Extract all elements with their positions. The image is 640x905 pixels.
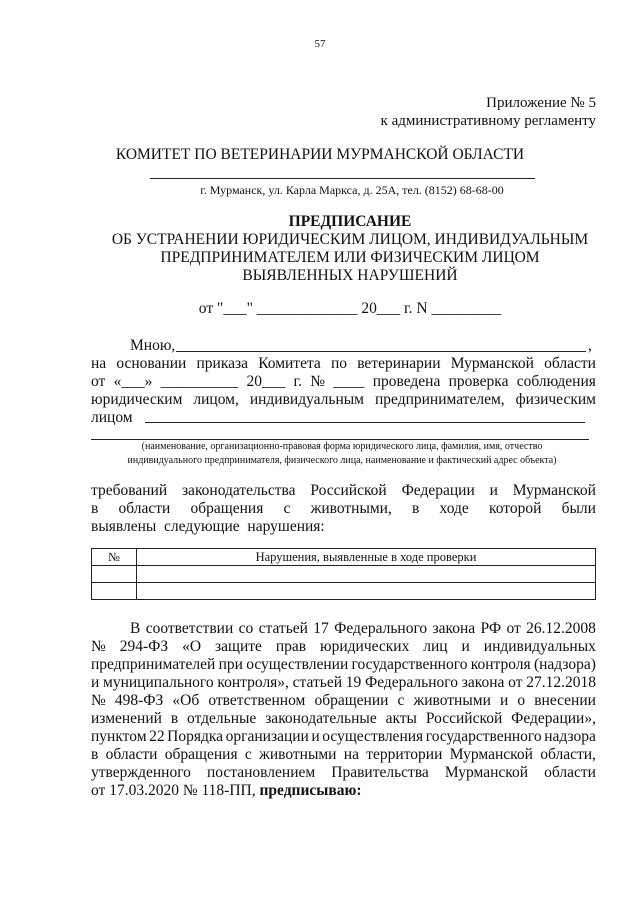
word: законодательные <box>265 710 377 727</box>
word: были <box>561 500 596 517</box>
violations-table <box>91 548 596 600</box>
date-number-line: от "___" _____________ 20___ г. N _________ <box>198 300 502 317</box>
by-me-label: Мною, <box>130 337 176 354</box>
body-line-4 <box>91 674 596 692</box>
word: индивидуальных <box>483 638 596 655</box>
body-line-5 <box>91 692 596 710</box>
word: Российской <box>310 482 387 499</box>
word: основании <box>116 355 187 372</box>
requirements-line-3: выявлены следующие нарушения: <box>91 518 325 535</box>
word: в <box>170 710 179 727</box>
word: государственного <box>351 656 468 673</box>
word: Российской <box>425 710 503 727</box>
word: юридическим <box>91 391 183 408</box>
header-violations: Нарушения, выявленные в ходе проверки <box>137 549 596 566</box>
word: осуществления <box>322 728 424 745</box>
table-row <box>92 566 596 583</box>
word: территории <box>366 746 443 763</box>
word: Федерации <box>401 482 475 499</box>
body-line-10 <box>91 782 362 800</box>
entity-line <box>91 391 596 409</box>
word: Правительства <box>331 764 429 781</box>
word: с <box>283 500 291 517</box>
word: проведена <box>372 373 441 390</box>
word: области <box>544 355 596 372</box>
word: изменений <box>91 710 162 727</box>
body-line-3 <box>91 656 596 674</box>
word: Комитета <box>258 355 321 372</box>
word: Порядка <box>167 728 224 745</box>
word: Мурманской <box>450 355 534 372</box>
word: (надзора) <box>533 656 596 673</box>
word: со <box>238 620 254 637</box>
word: в <box>91 500 99 517</box>
table-row <box>92 583 596 600</box>
word: 19 <box>345 674 362 691</box>
word: животными <box>259 746 337 763</box>
word: проверка <box>448 373 509 390</box>
word: ходе <box>439 500 469 517</box>
word: лиц <box>423 638 448 655</box>
word: 27.12.2018 <box>526 674 596 691</box>
word: «О <box>182 638 202 655</box>
word: внесении <box>534 692 596 709</box>
word: области <box>544 764 596 781</box>
word: защите <box>215 638 262 655</box>
document-title <box>60 213 640 285</box>
word: области <box>118 500 171 517</box>
word: В <box>130 620 141 637</box>
word: 498-ФЗ <box>114 692 164 709</box>
word: акты <box>385 710 417 727</box>
body-line-9 <box>91 764 596 782</box>
word: по <box>330 355 348 372</box>
word: и <box>91 674 100 691</box>
word: контроля <box>470 656 531 673</box>
body-line-2 <box>91 638 596 656</box>
word: __________ <box>160 373 239 390</box>
word: соблюдения <box>516 373 596 390</box>
committee-address: г. Мурманск, ул. Карла Маркса, д. 25А, тел. (8152) 68-68-00 <box>200 183 504 197</box>
word: обращения <box>190 500 264 517</box>
word: ____ <box>333 373 365 390</box>
title-line-3: ПРЕДПРИНИМАТЕЛЕМ ИЛИ ФИЗИЧЕСКИМ ЛИЦОМ <box>160 249 540 266</box>
word: от <box>506 620 521 637</box>
title-line-1: ПРЕДПИСАНИЕ <box>288 213 412 230</box>
inspector-name-field <box>176 351 586 352</box>
word: животными, <box>310 500 392 517</box>
word: Федерального <box>364 674 459 691</box>
word: при <box>218 656 243 673</box>
resolution-verb: предписываю: <box>259 782 362 799</box>
word: обращении <box>314 692 389 709</box>
word: в <box>412 500 420 517</box>
word: Федерации», <box>511 710 596 727</box>
word: муниципального <box>103 674 214 691</box>
word: на <box>343 746 359 763</box>
word: утвержденного <box>91 764 191 781</box>
word: и <box>489 482 498 499</box>
word: и <box>499 692 509 709</box>
entity-name-field <box>145 422 585 423</box>
title-line-4: ВЫЯВЛЕННЫХ НАРУШЕНИЙ <box>242 267 458 284</box>
committee-name: КОМИТЕТ ПО ВЕТЕРИНАРИИ МУРМАНСКОЙ ОБЛАСТИ <box>115 146 525 163</box>
word: 17 <box>313 620 329 637</box>
word: Федерального <box>334 620 428 637</box>
word: обращения <box>164 746 238 763</box>
word: 22 <box>149 728 165 745</box>
word: 26.12.2008 <box>526 620 596 637</box>
basis-line <box>91 355 596 373</box>
word: предпринимателей <box>91 656 216 673</box>
appendix-number: Приложение № 5 <box>486 95 596 111</box>
word: лицом, <box>193 391 239 408</box>
word: закона <box>461 674 505 691</box>
word: с <box>244 746 252 763</box>
word: которой <box>488 500 542 517</box>
body-line-8 <box>91 746 596 764</box>
word: требований <box>91 482 168 499</box>
resolution-reference: от 17.03.2020 № 118-ПП, <box>91 782 256 799</box>
word: и <box>461 638 470 655</box>
order-line <box>91 373 596 391</box>
word: в <box>91 746 99 763</box>
word: юридических <box>320 638 410 655</box>
word: «Об <box>172 692 200 709</box>
word: прав <box>275 638 307 655</box>
word: Мурманской <box>449 746 533 763</box>
word: 20___ <box>246 373 286 390</box>
word: приказа <box>196 355 249 372</box>
word: на <box>91 355 107 372</box>
word: статьей <box>258 620 308 637</box>
caption-line-2: индивидуального предпринимателя, физического лица, наименование и фактический адрес объекта) <box>127 455 557 466</box>
by-me-comma: , <box>588 337 592 354</box>
word: № <box>91 692 106 709</box>
word: № <box>310 373 326 390</box>
word: 294-ФЗ <box>119 638 169 655</box>
word: отдельные <box>187 710 257 727</box>
word: Мурманской <box>512 482 596 499</box>
word: индивидуальным <box>249 391 364 408</box>
caption-line-1: (наименование, организационно-правовая форма юридического лица, фамилия, имя, отчество <box>141 441 543 452</box>
word: закона <box>432 620 476 637</box>
appendix-reference: к административному регламенту <box>380 113 596 129</box>
word: организации <box>225 728 309 745</box>
person-label: лицом <box>91 409 133 426</box>
word: области, <box>540 746 596 763</box>
word: Мурманской <box>444 764 529 781</box>
word: физическим <box>515 391 596 408</box>
body-line-7 <box>91 728 596 746</box>
word: РФ <box>480 620 502 637</box>
word: от <box>508 674 523 691</box>
word: постановлением <box>206 764 316 781</box>
entity-caption <box>92 440 592 468</box>
committee-divider <box>150 178 535 179</box>
requirements-line-2 <box>91 500 596 518</box>
header-number: № <box>92 549 137 566</box>
word: предпринимателем, <box>374 391 505 408</box>
table-header-row <box>92 549 596 566</box>
word: о <box>517 692 526 709</box>
word: «___» <box>113 373 153 390</box>
word: № <box>91 638 106 655</box>
word: пунктом <box>91 728 147 745</box>
word: с <box>397 692 405 709</box>
title-line-2: ОБ УСТРАНЕНИИ ЮРИДИЧЕСКИМ ЛИЦОМ, ИНДИВИДУАЛЬНЫМ <box>111 231 589 248</box>
word: статьей <box>292 674 343 691</box>
word: надзора <box>544 728 596 745</box>
word: ветеринарии <box>357 355 441 372</box>
word: осуществлении <box>246 656 349 673</box>
body-line-1 <box>130 620 596 638</box>
word: от <box>91 373 106 390</box>
word: контроля», <box>217 674 289 691</box>
word: области <box>105 746 158 763</box>
word: государственного <box>425 728 542 745</box>
word: ответственном <box>208 692 306 709</box>
body-line-6 <box>91 710 596 728</box>
word: соответствии <box>145 620 234 637</box>
page-number: 57 <box>314 38 326 50</box>
word: г. <box>293 373 302 390</box>
word: животными <box>413 692 491 709</box>
word: законодательства <box>181 482 296 499</box>
requirements-line-1 <box>91 482 596 500</box>
word: и <box>311 728 320 745</box>
